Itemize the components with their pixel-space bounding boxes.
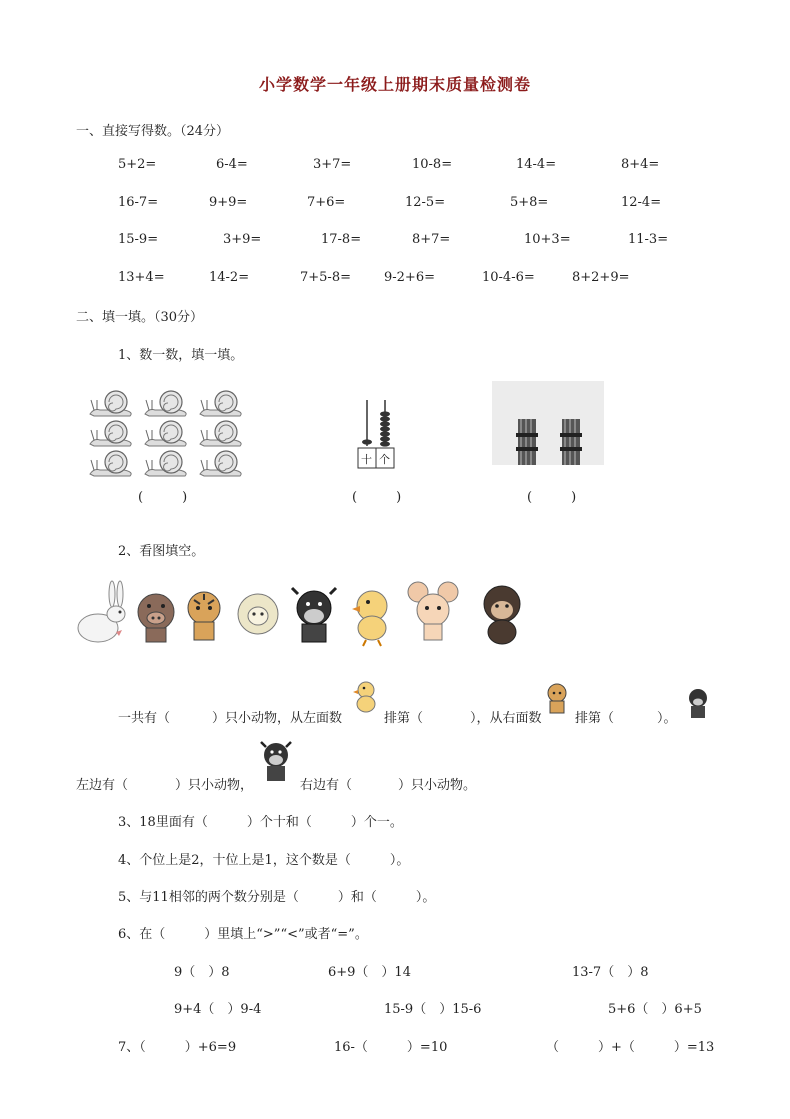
snail-icon — [90, 391, 131, 416]
snail-icon — [200, 391, 241, 416]
compare-item: 15-9（ ）15-6 — [384, 1002, 482, 1017]
q2-line1-part3: 排第（ — [384, 711, 424, 726]
chick-icon — [353, 680, 379, 714]
compare-item: 9+4（ ）9-4 — [174, 1002, 262, 1017]
cow-icon — [292, 588, 336, 642]
abacus-label-tens: 十 — [361, 453, 372, 466]
snail-icon — [90, 421, 131, 446]
q2-line1-part6: ）。 — [657, 711, 677, 726]
q2-line1-part5: 排第（ — [575, 711, 615, 726]
monkey-icon — [484, 586, 520, 644]
rabbit-icon — [78, 581, 125, 642]
q7-item: （ ）+（ ）=13 — [546, 1040, 715, 1055]
calc-item: 7+6= — [307, 195, 346, 210]
q6-label: 6、在（ ）里填上“>”“<”或者“=”。 — [118, 927, 368, 942]
pig-icon — [138, 594, 174, 642]
stick-bundle-icon — [560, 419, 582, 465]
stick-bundle-icon — [516, 419, 538, 465]
calc-item: 14-2= — [209, 270, 250, 285]
calc-item: 3+7= — [313, 157, 352, 172]
q2-line2-part2: ）只小动物， — [175, 778, 254, 793]
calc-item: 17-8= — [321, 232, 362, 247]
sheep-icon — [238, 594, 278, 634]
mouse-icon — [408, 582, 458, 640]
calc-item: 6-4= — [216, 157, 248, 172]
compare-item: 9（ ）8 — [174, 965, 230, 980]
calc-item: 7+5-8= — [300, 270, 351, 285]
q4-text: 4、个位上是2，十位上是1，这个数是（ ）。 — [118, 853, 410, 868]
calc-item: 8+7= — [412, 232, 451, 247]
q2-line1-part2: ）只小动物，从左面数 — [212, 711, 343, 726]
q5-text: 5、与11相邻的两个数分别是（ ）和（ ）。 — [118, 890, 436, 905]
q3-text: 3、18里面有（ ）个十和（ ）个一。 — [118, 815, 403, 830]
cow-icon — [258, 741, 294, 783]
calc-item: 13+4= — [118, 270, 165, 285]
snail-icon — [145, 451, 186, 476]
calc-item: 5+8= — [510, 195, 549, 210]
q2-line2-part3: 右边有（ — [300, 778, 353, 793]
calc-item: 11-3= — [628, 232, 669, 247]
cow-icon — [685, 688, 711, 720]
tiger-icon — [188, 592, 220, 640]
q2-line2-part4: ）只小动物。 — [398, 778, 477, 793]
q7-item: 16-（ ）=10 — [334, 1040, 448, 1055]
abacus-label-ones: 个 — [379, 453, 390, 466]
compare-item: 5+6（ ）6+5 — [608, 1002, 702, 1017]
compare-item: 13-7（ ）8 — [572, 965, 649, 980]
calc-item: 10+3= — [524, 232, 571, 247]
answer-blank[interactable]: ( ) — [352, 490, 402, 505]
animal-row — [76, 578, 546, 648]
calc-item: 5+2= — [118, 157, 157, 172]
q1-label: 1、数一数，填一填。 — [118, 348, 244, 363]
compare-item: 6+9（ ）14 — [328, 965, 411, 980]
stick-bundle-panel — [492, 381, 604, 465]
calc-item: 8+4= — [621, 157, 660, 172]
calc-item: 10-4-6= — [482, 270, 535, 285]
q7-item: 7、（ ）+6=9 — [118, 1040, 237, 1055]
calc-item: 14-4= — [516, 157, 557, 172]
snail-icon — [200, 421, 241, 446]
snail-icon — [145, 391, 186, 416]
page-title: 小学数学一年级上册期末质量检测卷 — [258, 75, 531, 94]
calc-item: 9-2+6= — [384, 270, 435, 285]
calc-item: 12-4= — [621, 195, 662, 210]
calc-item: 16-7= — [118, 195, 159, 210]
q2-line1-part1: 一共有（ — [118, 711, 171, 726]
section1-heading: 一、直接写得数。（24分） — [76, 124, 230, 139]
calc-item: 3+9= — [223, 232, 262, 247]
answer-blank[interactable]: ( ) — [527, 490, 577, 505]
calc-item: 10-8= — [412, 157, 453, 172]
tiger-icon — [544, 683, 570, 715]
calc-item: 12-5= — [405, 195, 446, 210]
q2-line1-part4: ），从右面数 — [470, 711, 542, 726]
chick-icon — [352, 591, 387, 646]
snail-icon — [145, 421, 186, 446]
q2-line2-part1: 左边有（ — [76, 778, 129, 793]
answer-blank[interactable]: ( ) — [138, 490, 188, 505]
snail-group — [88, 388, 248, 480]
calc-item: 9+9= — [209, 195, 248, 210]
snail-icon — [90, 451, 131, 476]
calc-item: 8+2+9= — [572, 270, 630, 285]
snail-icon — [200, 451, 241, 476]
calc-item: 15-9= — [118, 232, 159, 247]
q2-label: 2、看图填空。 — [118, 544, 205, 559]
section2-heading: 二、填一填。（30分） — [76, 310, 204, 325]
